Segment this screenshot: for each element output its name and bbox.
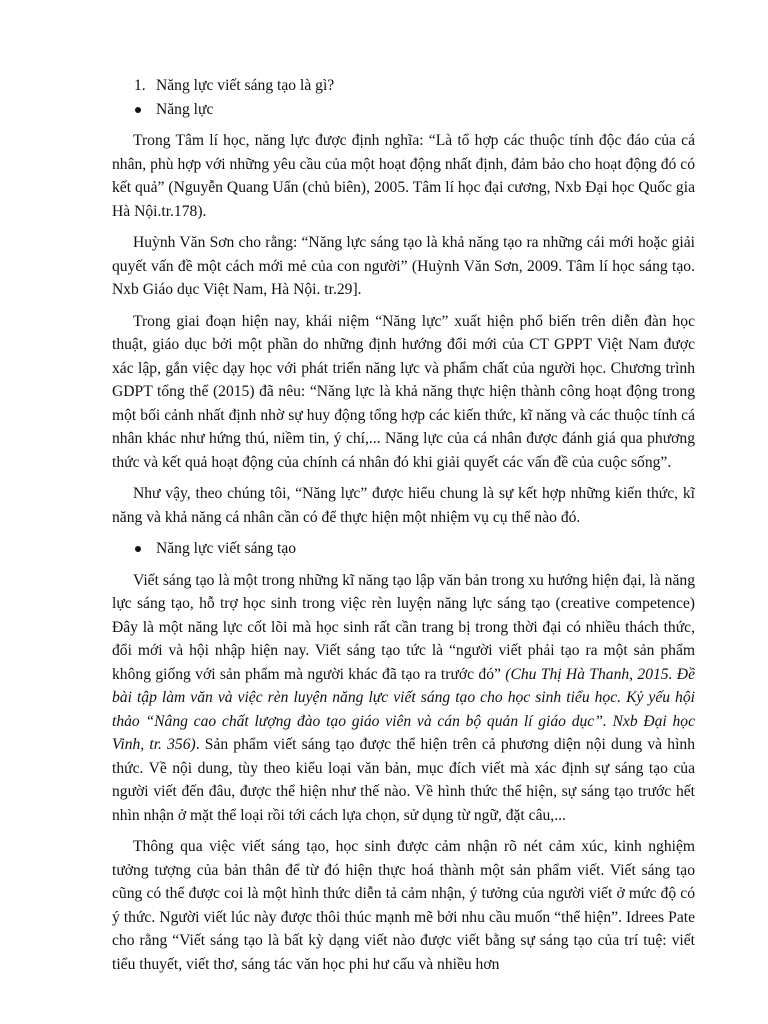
paragraph-huynh-van-son: Huỳnh Văn Sơn cho rằng: “Năng lực sáng tạo là khả năng tạo ra những cái mới hoặc giải quyết vấn đề một cách mới mẻ của con người” (Huỳnh Văn Sơn, 2009. Tâm lí học sáng tạo. Nxb Giáo dục Việt Nam, Hà Nội. tr.29].	[112, 234, 695, 298]
paragraph-text-start: Viết sáng tạo là một trong những kĩ năng tạo lập văn bản trong xu hướng hiện đại, là năng lực sáng tạo, hỗ trợ học sinh trong việc rèn luyện năng lực sáng tạo (creative competence) Đây là một năng lực cốt lõi mà học sinh rất cần trang bị trong thời đại có nhiều thách thức, đổi mới và hội nhập hiện nay. Viết sáng tạo tức là “người viết phải tạo ra một sản phẩm không giống với sản phẩm mà người khác đã tạo ra trước đó”	[112, 571, 695, 683]
bullet-item-nang-luc	[112, 98, 695, 122]
paragraph-text-end: . Sản phẩm viết sáng tạo được thể hiện trên cả phương diện nội dung và hình thức. Về nội dung, tùy theo kiểu loại văn bản, mục đích viết mà xác định sự sáng tạo của người viết đến đâu, được thể hiện như thế nào. Về hình thức thể hiện, sự sáng tạo trước hết nhìn nhận ở mặt thể loại rồi tới cách lựa chọn, sử dụng từ ngữ, đặt câu,...	[112, 736, 695, 824]
bullet-text: Năng lực viết sáng tạo	[156, 540, 297, 557]
paragraph-creative-writing	[112, 569, 695, 828]
heading-text: Năng lực viết sáng tạo là gì?	[156, 77, 335, 94]
paragraph-definition-psychology: Trong Tâm lí học, năng lực được định nghĩa: “Là tổ hợp các thuộc tính độc đáo của cá nhân, phù hợp với những yêu cầu của một hoạt động nhất định, đảm bảo cho hoạt động đó có kết quả” (Nguyễn Quang Uẩn (chủ biên), 2005. Tâm lí học đại cương, Nxb Đại học Quốc gia Hà Nội.tr.178).	[112, 132, 695, 220]
document-body	[112, 74, 695, 976]
bullet-icon	[135, 107, 141, 113]
bullet-icon	[135, 546, 141, 552]
bullet-text: Năng lực	[156, 100, 214, 118]
italic-citation: (Chu Thị Hà Thanh, 2015. Đề bài tập làm văn và việc rèn luyện năng lực viết sáng tạo cho học sinh tiểu học. Kỷ yếu hội thảo “Nâng cao chất lượng đào tạo giáo viên và cán bộ quản lí giáo dục”. Nxb Đại học Vinh, tr. 356)	[112, 665, 695, 753]
bullet-item-creative-writing	[112, 537, 695, 561]
paragraph-current-period: Trong giai đoạn hiện nay, khái niệm “Năng lực” xuất hiện phổ biến trên diễn đàn học thuật, giáo dục bởi một phần do những định hướng đổi mới của CT GPPT Việt Nam được xác lập, gắn việc dạy học với phát triển năng lực và phẩm chất của người học. Chương trình GDPT tổng thể (2015) đã nêu: “Năng lực là khả năng thực hiện thành công hoạt động trong một bối cảnh nhất định nhờ sự huy động tổng hợp các kiến thức, kĩ năng và các thuộc tính cá nhân khác như hứng thú, niềm tin, ý chí,... Năng lực của cá nhân được đánh giá qua phương thức và kết quả hoạt động của chính cá nhân đó khi giải quyết các vấn đề của cuộc sống”.	[112, 312, 695, 471]
list-number: 1.	[134, 77, 146, 94]
paragraph-through-creative-writing: Thông qua việc viết sáng tạo, học sinh được cảm nhận rõ nét cảm xúc, kinh nghiệm tưởng tượng của bản thân để từ đó hiện thực hoá thành một sản phẩm viết. Viết sáng tạo cũng có thể được coi là một hình thức diễn tả cảm nhận, ý tưởng của người viết ở mức độ có ý thức. Người viết lúc này được thôi thúc mạnh mẽ bởi nhu cầu muốn “thể hiện”. Idrees Pate cho rằng “Viết sáng tạo là bất kỳ dạng viết nào được viết bằng sự sáng tạo của trí tuệ: viết tiểu thuyết, viết thơ, sáng tác văn học phi hư cấu và nhiều hơn	[112, 838, 695, 973]
paragraph-conclusion: Như vậy, theo chúng tôi, “Năng lực” được hiểu chung là sự kết hợp những kiến thức, kĩ năng và khả năng cá nhân cần có để thực hiện một nhiệm vụ cụ thể nào đó.	[112, 485, 695, 526]
numbered-heading	[112, 74, 695, 98]
